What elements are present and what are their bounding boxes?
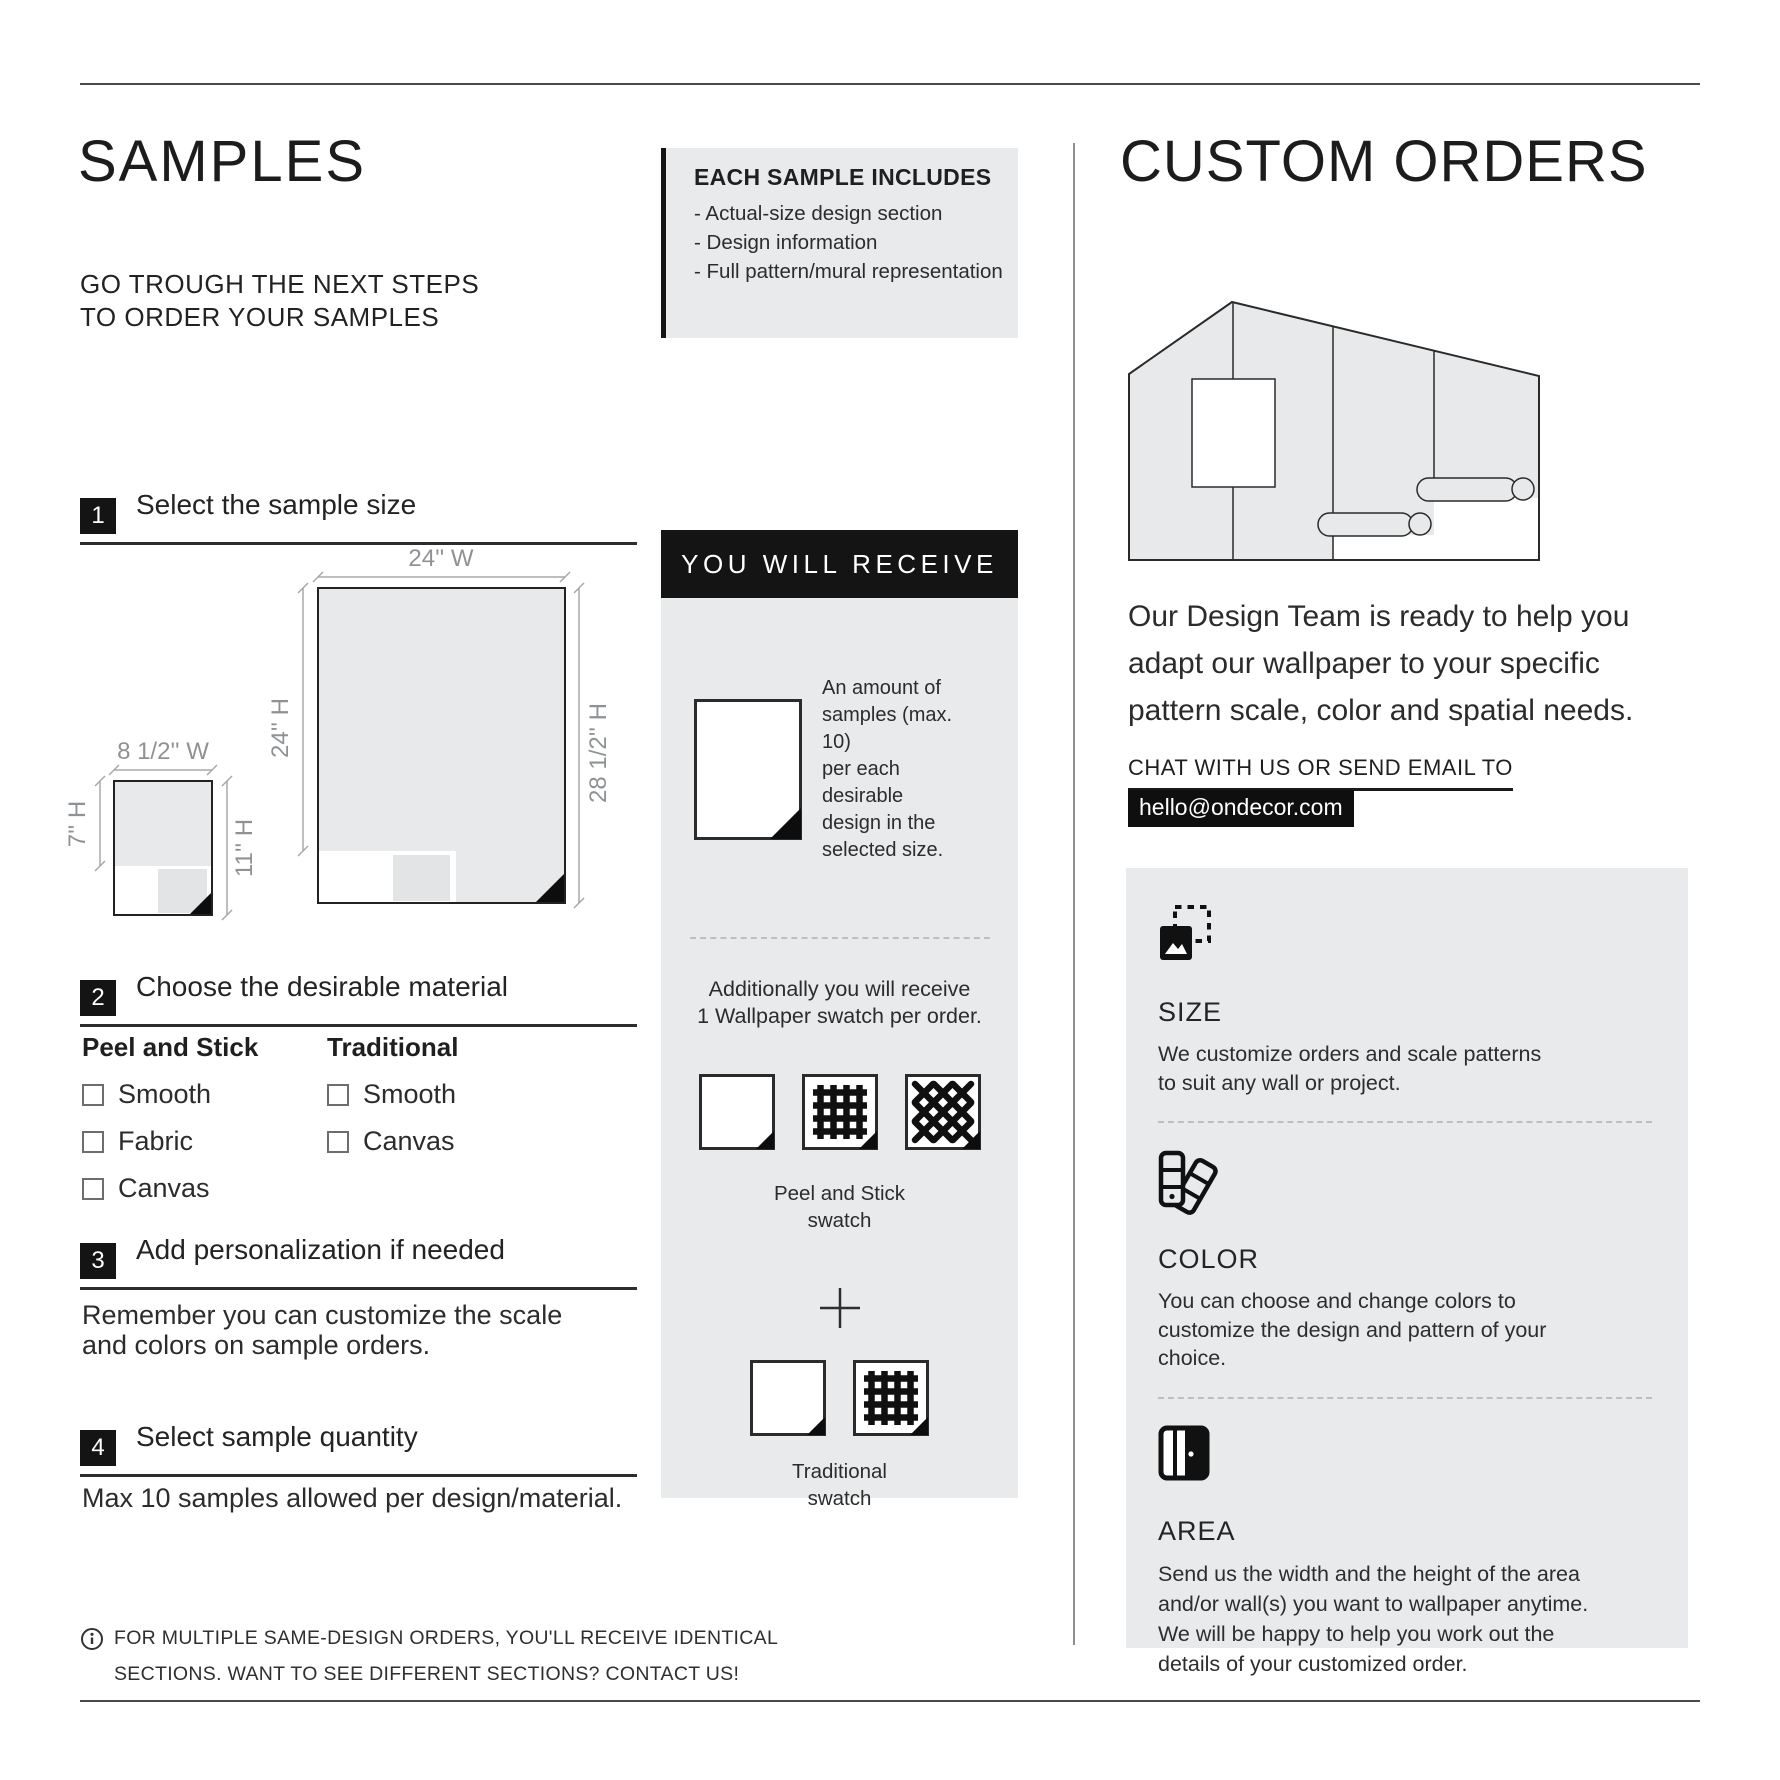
peel-and-stick-heading: Peel and Stick xyxy=(82,1032,259,1062)
checkbox-peel-fabric[interactable] xyxy=(82,1131,104,1153)
area-text-line: We will be happy to help you work out the xyxy=(1158,1621,1555,1646)
step-4-description: Max 10 samples allowed per design/material. xyxy=(82,1483,623,1513)
option-label: Smooth xyxy=(363,1079,457,1109)
intro-line3: pattern scale, color and spatial needs. xyxy=(1128,694,1634,727)
amount-line: design in the xyxy=(822,812,936,834)
wallpaper-roll xyxy=(1318,513,1431,536)
large-left-height-label: 24'' H xyxy=(267,698,294,758)
small-right-height-label: 11'' H xyxy=(231,818,258,878)
customization-features-panel xyxy=(1126,868,1688,1676)
large-right-height-label: 28 1/2'' H xyxy=(585,703,612,803)
grid-swatch-icon xyxy=(853,1360,929,1436)
checkbox-peel-smooth[interactable] xyxy=(82,1084,104,1106)
small-width-label: 8 1/2'' W xyxy=(117,738,209,765)
step-4-label: Select sample quantity xyxy=(136,1421,418,1452)
includes-heading: EACH SAMPLE INCLUDES xyxy=(694,164,992,190)
color-swatches-icon xyxy=(1158,1149,1216,1209)
size-text-line: to suit any wall or project. xyxy=(1158,1070,1401,1095)
caption-line: Peel and Stick xyxy=(773,1182,906,1205)
area-text-line: details of your customized order. xyxy=(1158,1651,1468,1676)
size-text-line: We customize orders and scale patterns xyxy=(1158,1042,1542,1066)
custom-orders-title: CUSTOM ORDERS xyxy=(1120,129,1648,194)
dashed-divider xyxy=(690,937,990,939)
option-peel-smooth xyxy=(82,1079,267,1110)
small-left-height-label: 7'' H xyxy=(64,800,91,848)
grid-swatch-icon xyxy=(802,1074,878,1150)
checkbox-trad-canvas[interactable] xyxy=(327,1131,349,1153)
step-2-label: Choose the desirable material xyxy=(136,971,508,1002)
step-3-number: 3 xyxy=(80,1243,116,1279)
materials-options xyxy=(82,1032,512,1204)
color-text-line: customize the design and pattern of your xyxy=(1158,1317,1547,1342)
additional-line1: Additionally you will receive xyxy=(708,977,971,1001)
traditional-swatch-caption xyxy=(661,1458,1018,1512)
amount-line: samples (max. 10) xyxy=(822,704,953,753)
area-text-line: and/or wall(s) you want to wallpaper anytime. xyxy=(1158,1591,1589,1616)
each-sample-includes-box xyxy=(661,148,1018,338)
step-3-description xyxy=(82,1300,562,1360)
caption-line: swatch xyxy=(807,1487,872,1510)
samples-intro-line1: GO TROUGH THE NEXT STEPS xyxy=(80,269,480,299)
house-wallpaper-illustration xyxy=(1125,295,1545,567)
samples-title: SAMPLES xyxy=(78,129,366,194)
you-will-receive-panel xyxy=(661,598,1018,1510)
samples-intro-line2: TO ORDER YOUR SAMPLES xyxy=(80,302,440,332)
area-heading: AREA xyxy=(1158,1515,1236,1546)
additional-line2: 1 Wallpaper swatch per order. xyxy=(697,1004,982,1028)
column-divider xyxy=(1073,143,1075,1645)
large-width-label: 24'' W xyxy=(408,545,474,572)
large-sample-sheet xyxy=(318,588,565,903)
intro-line1: Our Design Team is ready to help you xyxy=(1128,600,1630,633)
plain-swatch-icon xyxy=(699,1074,775,1150)
option-label: Smooth xyxy=(118,1079,212,1109)
step-3-label: Add personalization if needed xyxy=(136,1234,505,1265)
footnote xyxy=(80,1620,778,1692)
amount-line: per each desirable xyxy=(822,758,904,807)
plus-icon xyxy=(818,1286,862,1330)
traditional-swatches xyxy=(661,1360,1018,1436)
step-2-number: 2 xyxy=(80,980,116,1016)
includes-item: - Full pattern/mural representation xyxy=(694,260,1003,283)
checkbox-peel-canvas[interactable] xyxy=(82,1178,104,1200)
step-4-number: 4 xyxy=(80,1430,116,1466)
you-will-receive-header: YOU WILL RECEIVE xyxy=(661,530,1018,598)
bottom-rule xyxy=(80,1700,1700,1702)
step-1-number: 1 xyxy=(80,498,116,534)
top-rule xyxy=(80,83,1700,85)
option-label: Canvas xyxy=(118,1173,210,1203)
info-circle-icon xyxy=(80,1627,104,1651)
step-2-header xyxy=(80,971,637,1027)
color-text-line: You can choose and change colors to xyxy=(1158,1289,1516,1313)
window xyxy=(1192,379,1275,487)
includes-item: - Actual-size design section xyxy=(694,202,943,225)
peel-and-stick-column xyxy=(82,1032,267,1204)
step-1-label: Select the sample size xyxy=(136,489,417,520)
color-text-line: choice. xyxy=(1158,1346,1227,1370)
option-label: Fabric xyxy=(118,1126,194,1156)
dashed-divider xyxy=(1158,1121,1652,1123)
step-3-line1: Remember you can customize the scale xyxy=(82,1300,563,1330)
amount-line: An amount of xyxy=(822,677,941,699)
option-label: Canvas xyxy=(363,1126,455,1156)
footnote-line1: FOR MULTIPLE SAME-DESIGN ORDERS, YOU'LL RECEIVE IDENTICAL xyxy=(114,1627,779,1649)
wallpaper-roll xyxy=(1417,478,1534,501)
custom-orders-intro xyxy=(1128,593,1633,734)
email-badge[interactable]: hello@ondecor.com xyxy=(1128,790,1354,827)
traditional-column xyxy=(327,1032,512,1204)
crosshatch-swatch-icon xyxy=(905,1074,981,1150)
sample-amount-text xyxy=(822,675,985,864)
step-3-header xyxy=(80,1234,637,1290)
footnote-line2: SECTIONS. WANT TO SEE DIFFERENT SECTIONS? CONTACT US! xyxy=(114,1663,740,1685)
caption-line: Traditional xyxy=(792,1460,887,1483)
option-trad-canvas xyxy=(327,1126,512,1157)
sample-sheet-icon xyxy=(694,699,802,840)
caption-line: swatch xyxy=(807,1209,872,1232)
small-sample-sheet xyxy=(114,781,212,915)
intro-line2: adapt our wallpaper to your specific xyxy=(1128,647,1600,680)
option-peel-canvas xyxy=(82,1173,267,1204)
sample-size-diagram xyxy=(60,540,640,940)
additional-swatch-text xyxy=(661,976,1018,1030)
plus-separator xyxy=(661,1286,1018,1330)
checkbox-trad-smooth[interactable] xyxy=(327,1084,349,1106)
traditional-heading: Traditional xyxy=(327,1032,459,1062)
step-1-header xyxy=(80,489,637,545)
includes-item: - Design information xyxy=(694,231,878,254)
sample-amount-row xyxy=(694,675,985,864)
amount-line: selected size. xyxy=(822,839,944,861)
chat-with-us-label: CHAT WITH US OR SEND EMAIL TO xyxy=(1128,755,1513,791)
step-3-line2: and colors on sample orders. xyxy=(82,1330,431,1360)
dashed-divider xyxy=(1158,1397,1652,1399)
area-text-line: Send us the width and the height of the area xyxy=(1158,1561,1580,1586)
step-4-header xyxy=(80,1421,637,1477)
color-heading: COLOR xyxy=(1158,1244,1260,1274)
door-panels-icon xyxy=(1158,1425,1210,1481)
option-trad-smooth xyxy=(327,1079,512,1110)
peel-and-stick-swatches xyxy=(661,1074,1018,1150)
footnote-text xyxy=(114,1620,778,1692)
peel-swatch-caption xyxy=(661,1180,1018,1234)
crop-image-icon xyxy=(1158,904,1212,962)
size-heading: SIZE xyxy=(1158,997,1223,1027)
option-peel-fabric xyxy=(82,1126,267,1157)
samples-intro xyxy=(80,268,479,334)
plain-swatch-icon xyxy=(750,1360,826,1436)
